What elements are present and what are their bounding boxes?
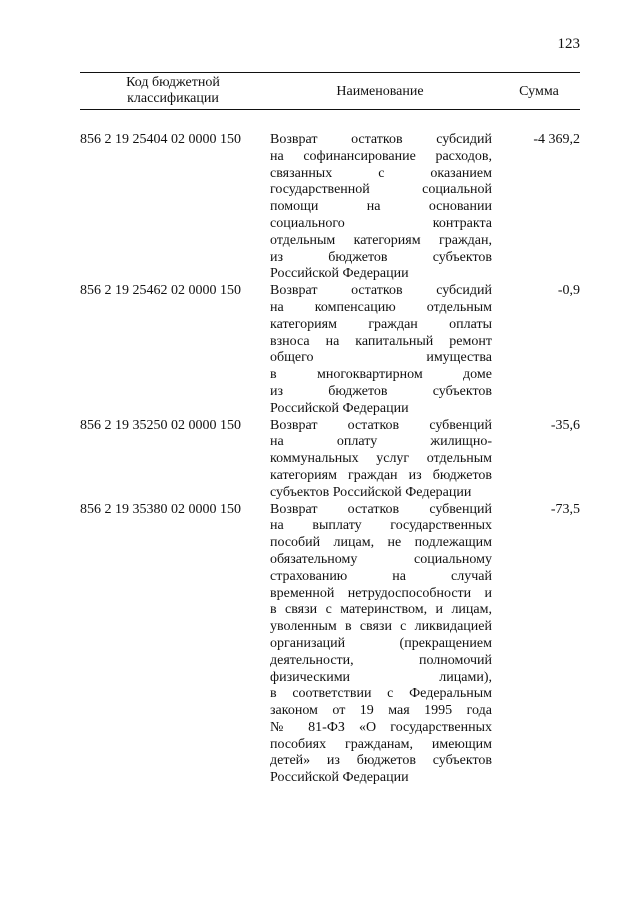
item-name-line: в многоквартирном доме (270, 367, 492, 383)
item-name (270, 283, 492, 417)
item-name-line: Российской Федерации (270, 400, 409, 416)
item-name-line: социального контракта (270, 215, 492, 231)
table-row (80, 502, 580, 788)
item-name (270, 418, 492, 502)
item-name-line: Российской Федерации (270, 266, 409, 282)
item-name-line: из бюджетов субъектов (270, 383, 492, 399)
item-name-line: на оплату жилищно- (270, 434, 492, 450)
item-name-line: связанных с оказанием (270, 165, 492, 181)
item-name-line: временной нетрудоспособности и (270, 585, 492, 601)
item-name-line: детей» из бюджетов субъектов (270, 753, 492, 769)
item-name-line: взноса на капитальный ремонт (270, 333, 492, 349)
header-code-line1: Код бюджетной (126, 75, 220, 90)
item-name-line: деятельности, полномочий (270, 652, 492, 668)
item-name-line: обязательному социальному (270, 551, 492, 567)
table-header (80, 72, 580, 110)
header-code (80, 75, 266, 107)
item-name-line: категориям граждан оплаты (270, 316, 492, 332)
header-sum: Сумма (519, 84, 559, 99)
item-name-line: отдельным категориям граждан, (270, 232, 492, 248)
amount: -73,5 (550, 501, 580, 517)
table-row (80, 418, 580, 502)
amount: -4 369,2 (533, 132, 580, 147)
item-name-line: коммунальных услуг отдельным (270, 451, 492, 467)
header-name: Наименование (336, 84, 424, 99)
item-name-line: Российской Федерации (270, 770, 409, 786)
item-name-line: на компенсацию отдельным (270, 299, 492, 315)
item-name-line: государственной социальной (270, 182, 492, 198)
header-code-line2: классификации (127, 91, 219, 106)
item-name-line: Возврат остатков субвенций (270, 501, 492, 517)
item-name-line: организаций (прекращением (270, 635, 492, 651)
item-name-line: Возврат остатков субвенций (270, 417, 492, 433)
page-number: 123 (557, 36, 580, 52)
budget-code: 856 2 19 25404 02 0000 150 (80, 132, 241, 147)
item-name-line: Возврат остатков субсидий (270, 132, 492, 147)
item-name-line: уволенным в связи с ликвидацией (270, 619, 492, 635)
budget-code: 856 2 19 35250 02 0000 150 (80, 417, 241, 433)
item-name-line: пособий лицам, не подлежащим (270, 535, 492, 551)
item-name-line: из бюджетов субъектов (270, 249, 492, 265)
item-name-line: страхованию на случай (270, 568, 492, 584)
item-name-line: субъектов Российской Федерации (270, 484, 472, 500)
budget-code: 856 2 19 25462 02 0000 150 (80, 283, 241, 299)
item-name-line: на выплату государственных (270, 518, 492, 534)
item-name-line: № 81-ФЗ «О государственных (270, 719, 492, 735)
table-row (80, 283, 580, 417)
amount: -35,6 (550, 417, 580, 433)
item-name (270, 502, 492, 788)
item-name-line: помощи на основании (270, 199, 492, 215)
budget-code: 856 2 19 35380 02 0000 150 (80, 501, 241, 517)
item-name-line: категориям граждан из бюджетов (270, 467, 492, 483)
table-body (80, 132, 580, 787)
item-name-line: общего имущества (270, 350, 492, 366)
item-name-line: в соответствии с Федеральным (270, 686, 492, 702)
item-name-line: законом от 19 мая 1995 года (270, 703, 492, 719)
item-name-line: Возврат остатков субсидий (270, 283, 492, 299)
amount: -0,9 (557, 283, 580, 299)
table-row (80, 132, 580, 283)
item-name (270, 132, 492, 283)
item-name-line: на софинансирование расходов, (270, 148, 492, 164)
item-name-line: физическими лицами), (270, 669, 492, 685)
item-name-line: в связи с материнством, и лицам, (270, 602, 492, 618)
item-name-line: пособиях гражданам, имеющим (270, 736, 492, 752)
